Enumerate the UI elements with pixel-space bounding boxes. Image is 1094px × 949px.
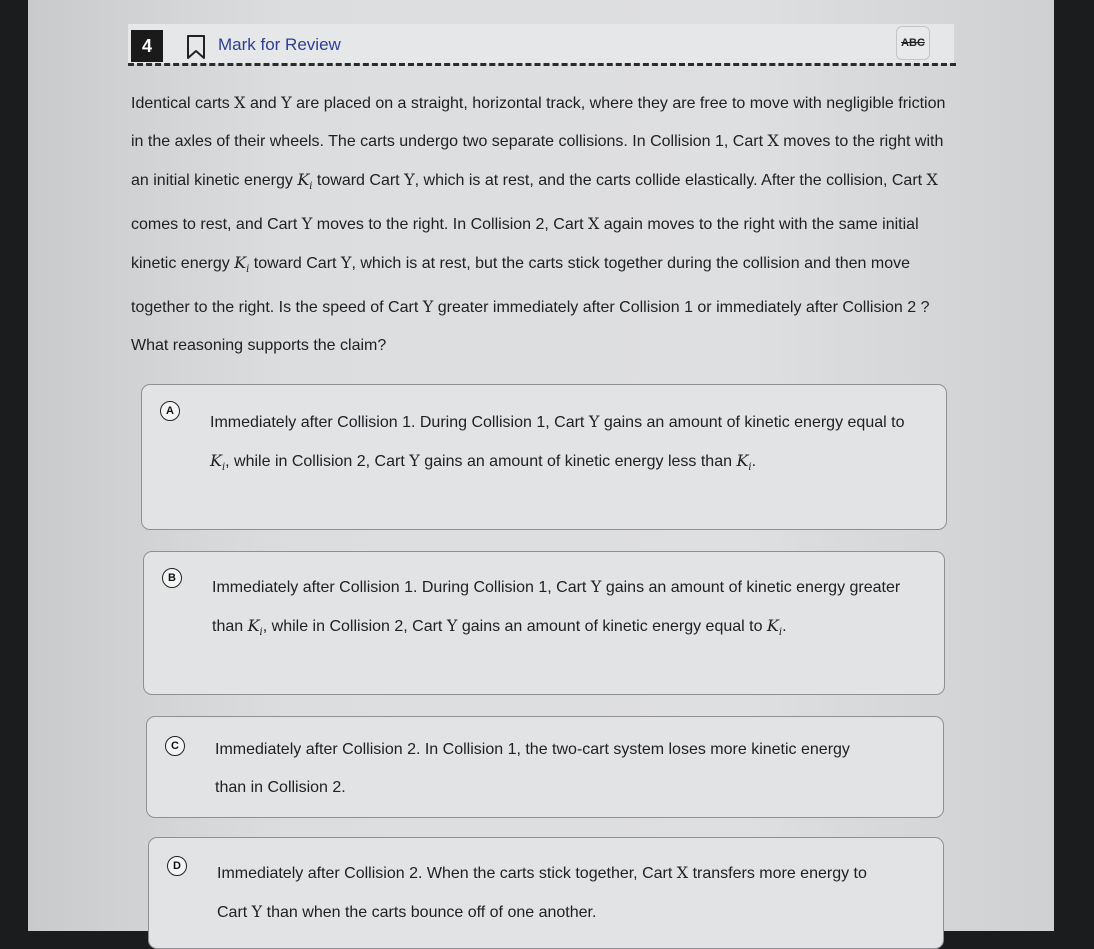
test-screen	[28, 0, 1054, 931]
abc-strikethrough-icon: ABC	[901, 37, 925, 49]
header-divider	[128, 63, 956, 66]
bookmark-icon[interactable]	[185, 34, 207, 60]
choice-text-c: Immediately after Collision 2. In Collision 1, the two-cart system loses more kinetic energy than in Collision 2.	[215, 741, 850, 796]
choice-letter-b: B	[162, 568, 182, 588]
answer-choice-c[interactable]	[146, 716, 944, 818]
question-number: 4	[131, 30, 163, 62]
mark-for-review-button[interactable]: Mark for Review	[218, 35, 341, 54]
choice-letter-d: D	[167, 856, 187, 876]
choice-letter-c: C	[165, 736, 185, 756]
question-stem: Identical carts X and Y are placed on a straight, horizontal track, where they are free to move with negligible friction in the axles of their wheels. The carts undergo two separate collisions. In Collision 1, Cart X moves to the right with an initial kinetic energy $K_i$ toward Cart Y, which is at rest, and the carts collide elastically. After the collision, Cart X comes to rest, and Cart Y moves to the right. In Collision 2, Cart X again moves to the right with the same initial kinetic energy $K_i$ toward Cart Y, which is at rest, but the carts stick together during the collision and then move together to the right. Is the speed of Cart Y greater immediately after Collision 1 or immediately after Collision 2 ? What reasoning supports the claim?	[131, 93, 946, 354]
answer-choice-a[interactable]	[141, 384, 947, 530]
answer-choice-b[interactable]	[143, 551, 945, 695]
choice-text-b: Immediately after Collision 1. During Collision 1, Cart Y gains an amount of kinetic energy greater than $K_i$, while in Collision 2, Cart Y gains an amount of kinetic energy equal to $K_i$.	[212, 577, 901, 639]
choice-text-a: Immediately after Collision 1. During Collision 1, Cart Y gains an amount of kinetic energy equal to $K_i$, while in Collision 2, Cart Y gains an amount of kinetic energy less than $K_i$.	[210, 412, 905, 474]
answer-choice-d[interactable]	[148, 837, 944, 949]
strikethrough-tool-button[interactable]	[896, 26, 930, 60]
choice-letter-a: A	[160, 401, 180, 421]
choice-text-d: Immediately after Collision 2. When the carts stick together, Cart X transfers more energy to Cart Y than when the carts bounce off of one another.	[217, 863, 867, 921]
